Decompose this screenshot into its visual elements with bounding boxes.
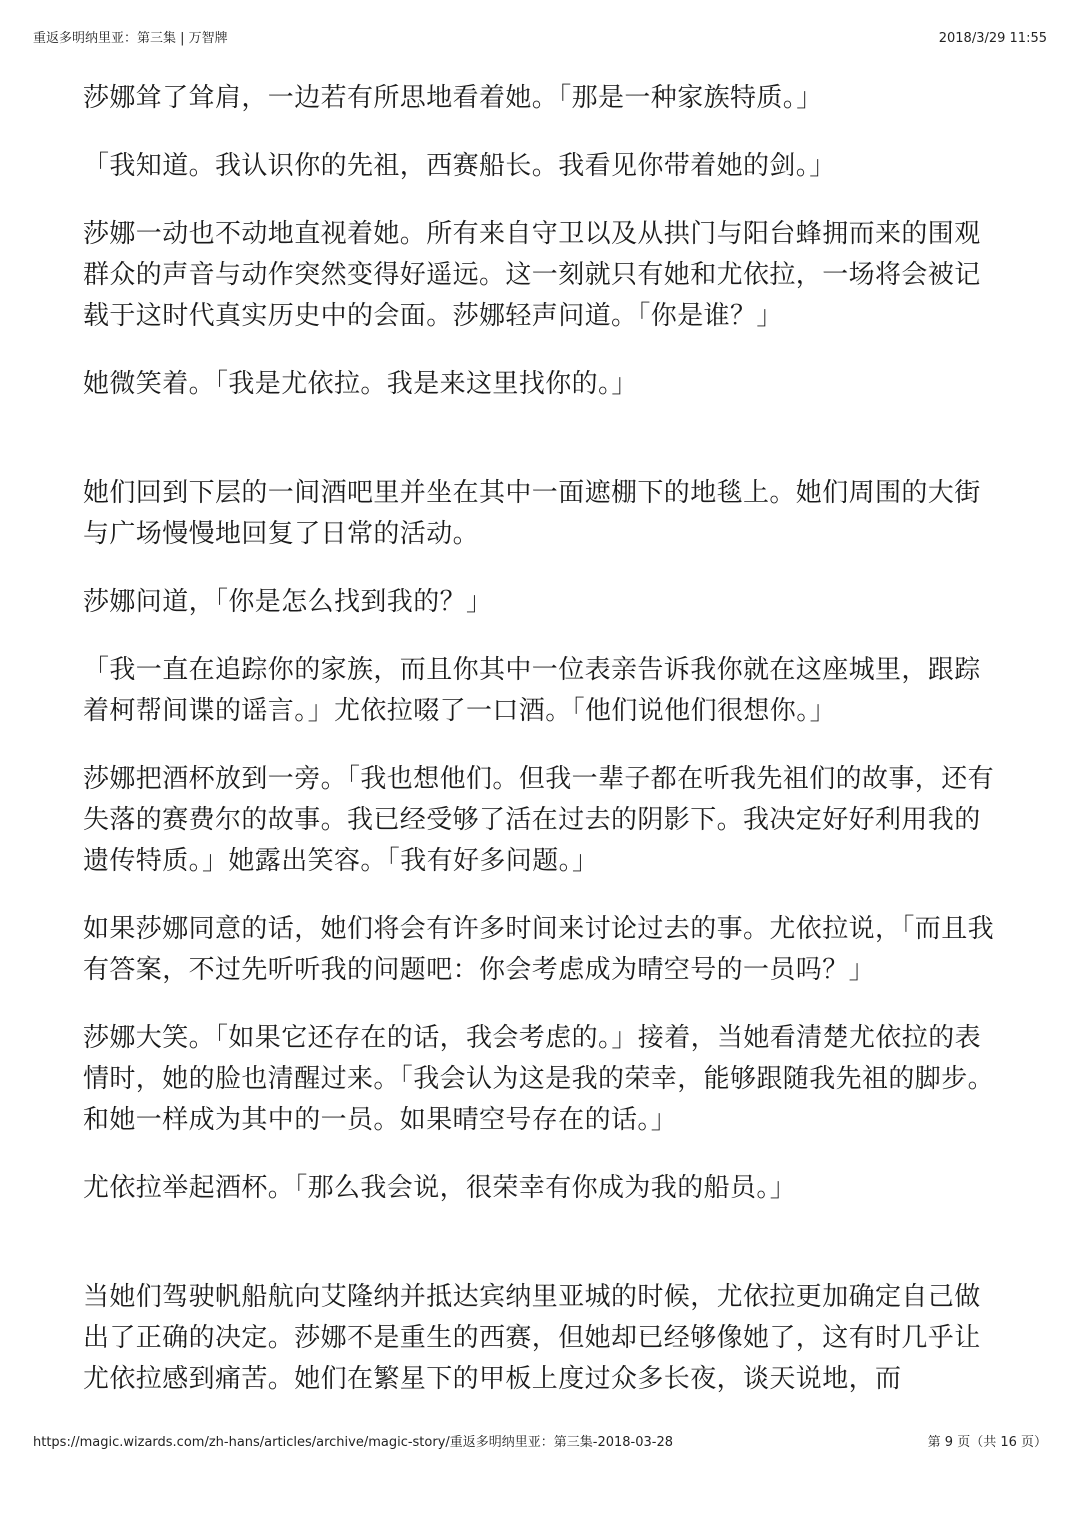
page-number: 第 9 页（共 16 页） xyxy=(927,1435,1047,1450)
page-url: https://magic.wizards.com/zh-hans/articles/archive/magic-story/重返多明纳里亚：第三集-2018-03-28 xyxy=(33,1435,674,1450)
paragraph: 「我知道。我认识你的先祖，西赛船长。我看见你带着她的剑。」 xyxy=(83,151,836,181)
paragraph: 莎娜大笑。「如果它还存在的话，我会考虑的。」接着，当她看清楚尤依拉的表情时，她的脸也清醒过来。「我会认为这是我的荣幸，能够跟随我先祖的脚步。和她一样成为其中的一员。如果晴空号存在的话。」 xyxy=(83,1023,995,1135)
print-header xyxy=(33,30,1047,48)
paragraph: 尤依拉举起酒杯。「那么我会说，很荣幸有你成为我的船员。」 xyxy=(83,1173,797,1203)
paragraph: 莎娜一动也不动地直视着她。所有来自守卫以及从拱门与阳台蜂拥而来的围观群众的声音与动作突然变得好遥远。这一刻就只有她和尤依拉，一场将会被记载于这时代真实历史中的会面。莎娜轻声问道。「你是谁？」 xyxy=(83,219,981,331)
paragraph: 莎娜耸了耸肩，一边若有所思地看着她。「那是一种家族特质。」 xyxy=(83,83,823,113)
page-title: 重返多明纳里亚：第三集 | 万智牌 xyxy=(33,31,228,46)
paragraph: 莎娜把酒杯放到一旁。「我也想他们。但我一辈子都在听我先祖们的故事，还有失落的赛费尔的故事。我已经受够了活在过去的阴影下。我决定好好利用我的遗传特质。」她露出笑容。「我有好多问题。」 xyxy=(83,764,995,876)
article-body xyxy=(83,78,998,1400)
paragraph: 她微笑着。「我是尤依拉。我是来这里找你的。」 xyxy=(83,369,638,399)
paragraph: 她们回到下层的一间酒吧里并坐在其中一面遮棚下的地毯上。她们周围的大街与广场慢慢地回复了日常的活动。 xyxy=(83,478,981,549)
paragraph: 莎娜问道，「你是怎么找到我的？」 xyxy=(83,587,493,617)
paragraph: 「我一直在追踪你的家族，而且你其中一位表亲告诉我你就在这座城里，跟踪着柯帮间谍的谣言。」尤依拉啜了一口酒。「他们说他们很想你。」 xyxy=(83,655,981,726)
print-footer xyxy=(33,1434,1047,1452)
paragraph: 如果莎娜同意的话，她们将会有许多时间来讨论过去的事。尤依拉说，「而且我有答案，不过先听听我的问题吧：你会考虑成为晴空号的一员吗？」 xyxy=(83,914,995,985)
print-datetime: 2018/3/29 11:55 xyxy=(938,31,1047,46)
paragraph: 当她们驾驶帆船航向艾隆纳并抵达宾纳里亚城的时候，尤依拉更加确定自己做出了正确的决定。莎娜不是重生的西赛，但她却已经够像她了，这有时几乎让尤依拉感到痛苦。她们在繁星下的甲板上度过众多长夜，谈天说地，而 xyxy=(83,1282,981,1394)
